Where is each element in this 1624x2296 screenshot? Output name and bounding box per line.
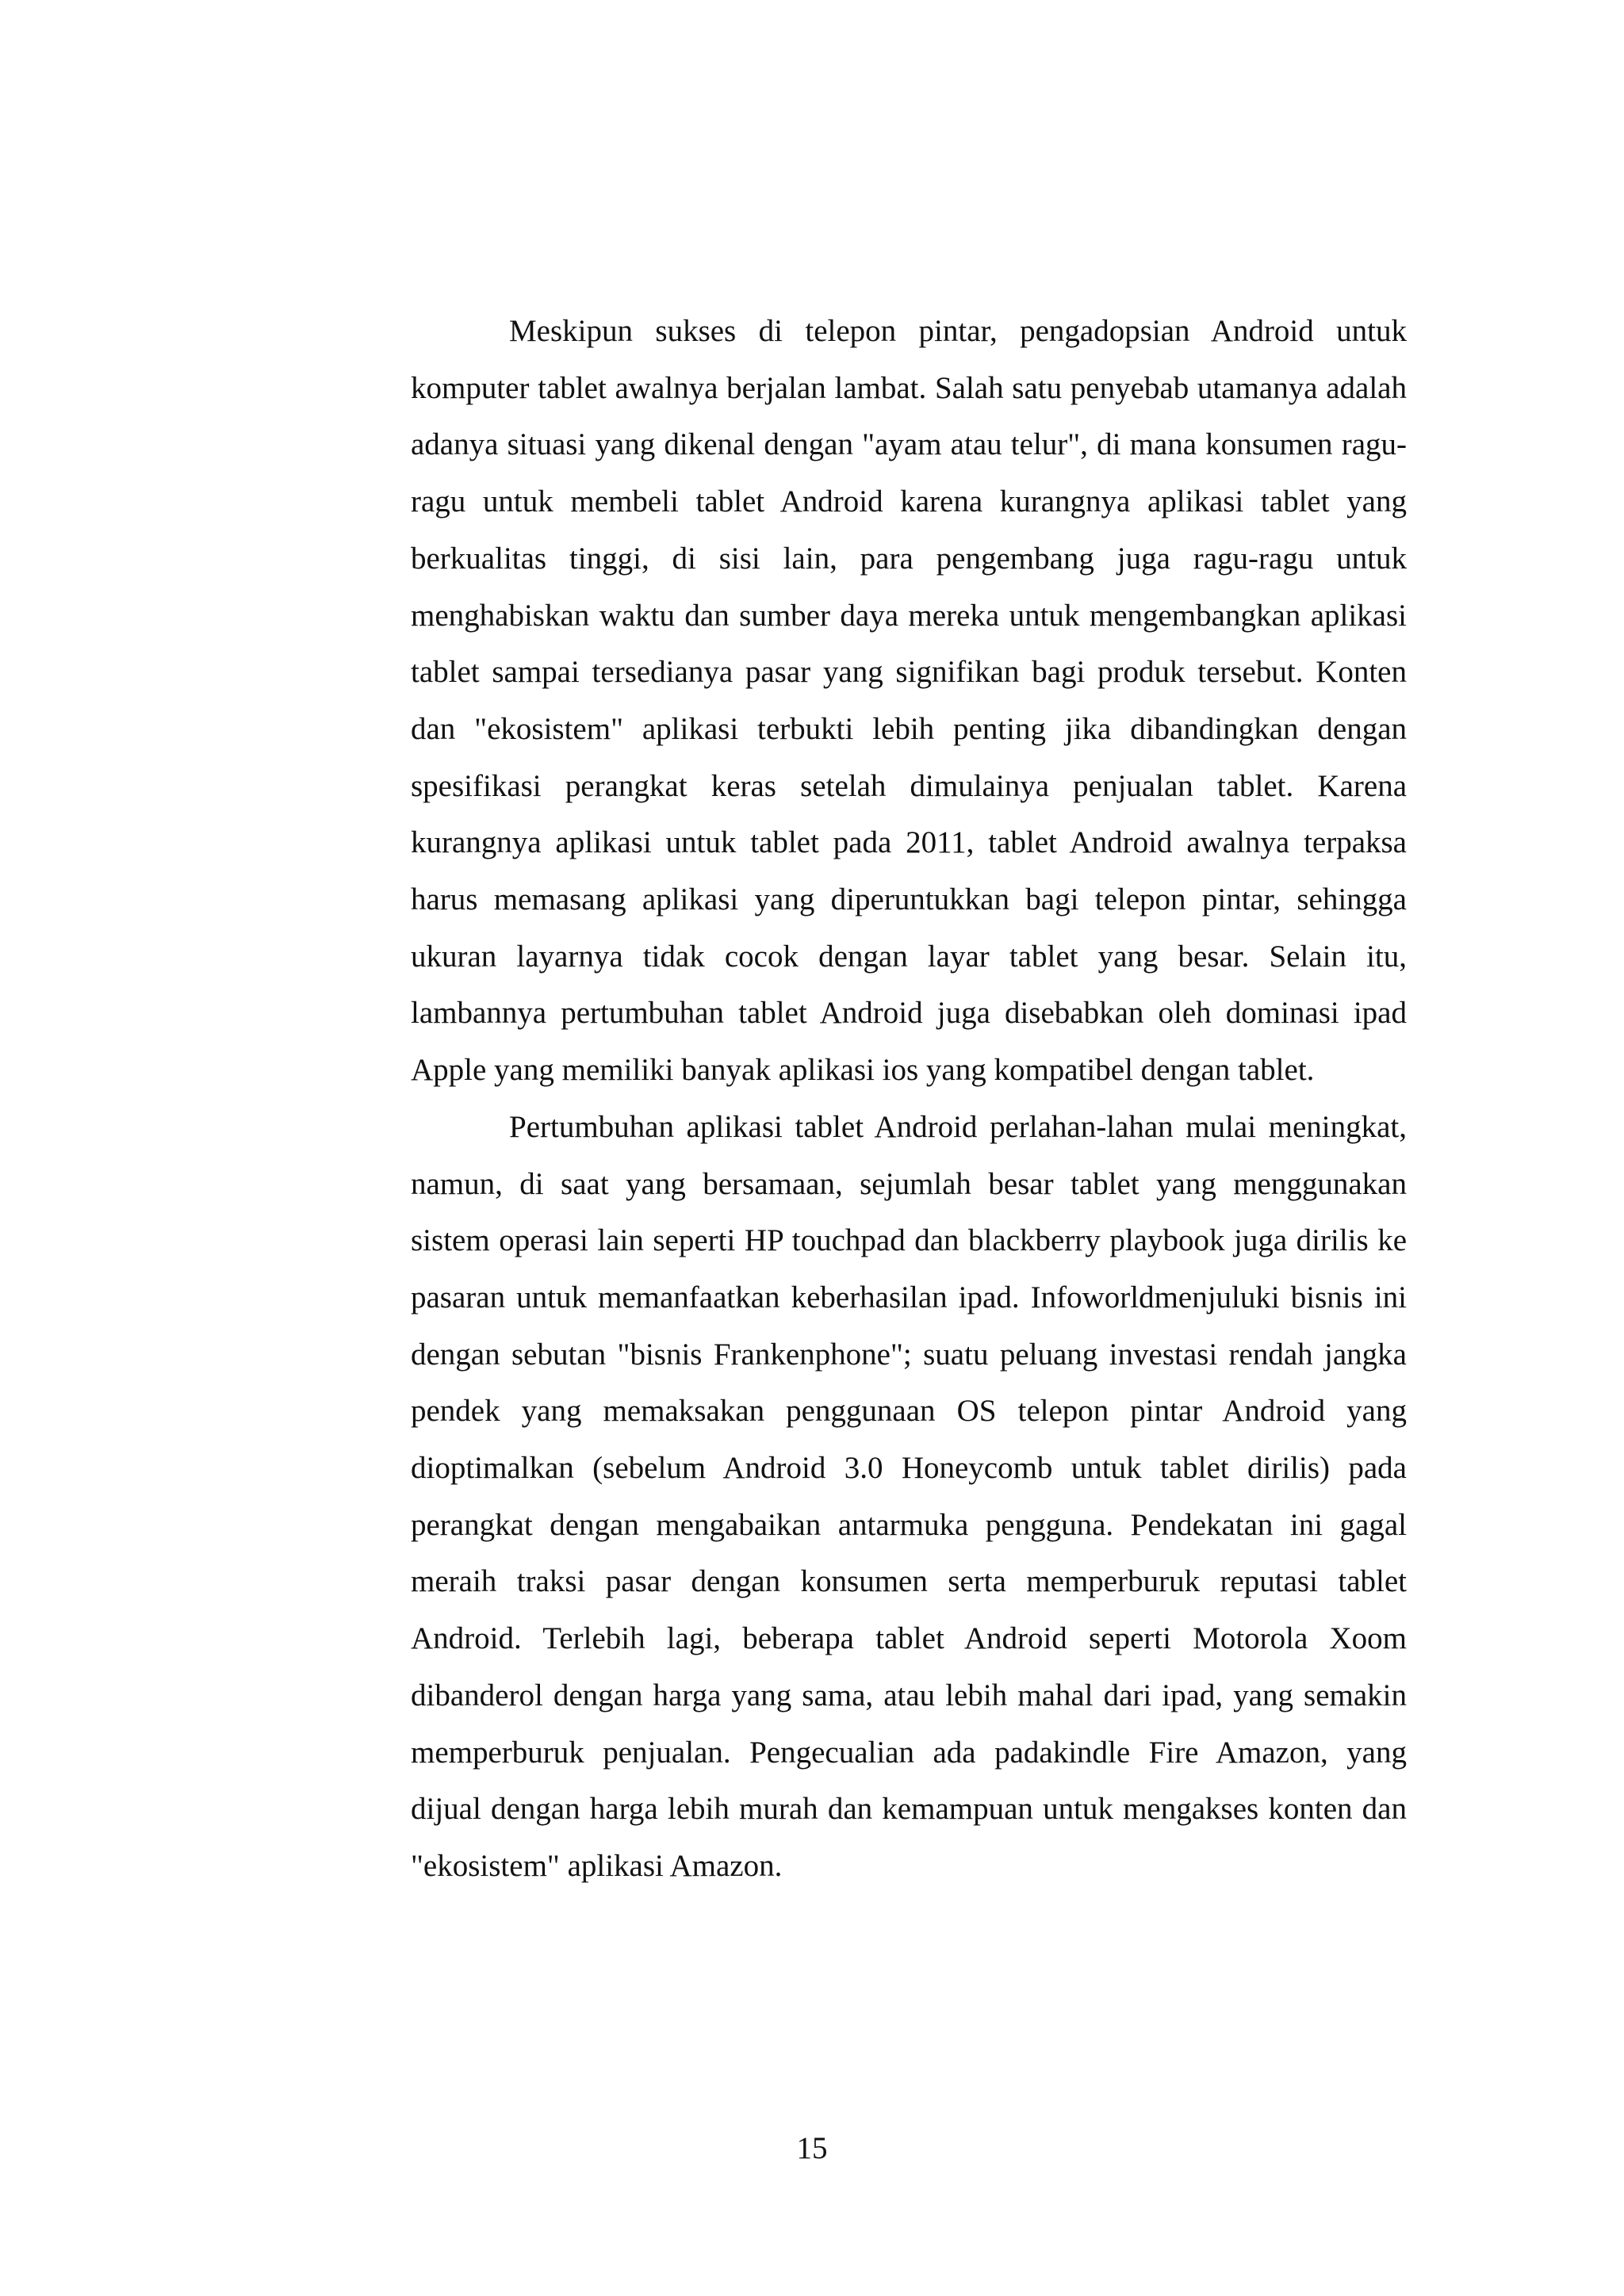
body-text <box>411 303 1407 1895</box>
paragraph-android-tablet-adoption: Meskipun sukses di telepon pintar, pengadopsian Android untuk komputer tablet awalnya berjalan lambat. Salah satu penyebab utamanya adalah adanya situasi yang dikenal dengan "ayam atau telur", di mana konsumen ragu-ragu untuk membeli tablet Android karena kurangnya aplikasi tablet yang berkualitas tinggi, di sisi lain, para pengembang juga ragu-ragu untuk menghabiskan waktu dan sumber daya mereka untuk mengembangkan aplikasi tablet sampai tersedianya pasar yang signifikan bagi produk tersebut. Konten dan "ekosistem" aplikasi terbukti lebih penting jika dibandingkan dengan spesifikasi perangkat keras setelah dimulainya penjualan tablet. Karena kurangnya aplikasi untuk tablet pada 2011, tablet Android awalnya terpaksa harus memasang aplikasi yang diperuntukkan bagi telepon pintar, sehingga ukuran layarnya tidak cocok dengan layar tablet yang besar. Selain itu, lambannya pertumbuhan tablet Android juga disebabkan oleh dominasi ipad Apple yang memiliki banyak aplikasi ios yang kompatibel dengan tablet. <box>411 314 1407 1088</box>
page-number: 15 <box>796 2131 828 2165</box>
paragraph-tablet-app-growth: Pertumbuhan aplikasi tablet Android perlahan-lahan mulai meningkat, namun, di saat yang bersamaan, sejumlah besar tablet yang menggunakan sistem operasi lain seperti HP touchpad dan blackberry playbook juga dirilis ke pasaran untuk memanfaatkan keberhasilan ipad. Infoworldmenjuluki bisnis ini dengan sebutan "bisnis Frankenphone"; suatu peluang investasi rendah jangka pendek yang memaksakan penggunaan OS telepon pintar Android yang dioptimalkan (sebelum Android 3.0 Honeycomb untuk tablet dirilis) pada perangkat dengan mengabaikan antarmuka pengguna. Pendekatan ini gagal meraih traksi pasar dengan konsumen serta memperburuk reputasi tablet Android. Terlebih lagi, beberapa tablet Android seperti Motorola Xoom dibanderol dengan harga yang sama, atau lebih mahal dari ipad, yang semakin memperburuk penjualan. Pengecualian ada padakindle Fire Amazon, yang dijual dengan harga lebih murah dan kemampuan untuk mengakses konten dan "ekosistem" aplikasi Amazon. <box>411 1109 1407 1883</box>
